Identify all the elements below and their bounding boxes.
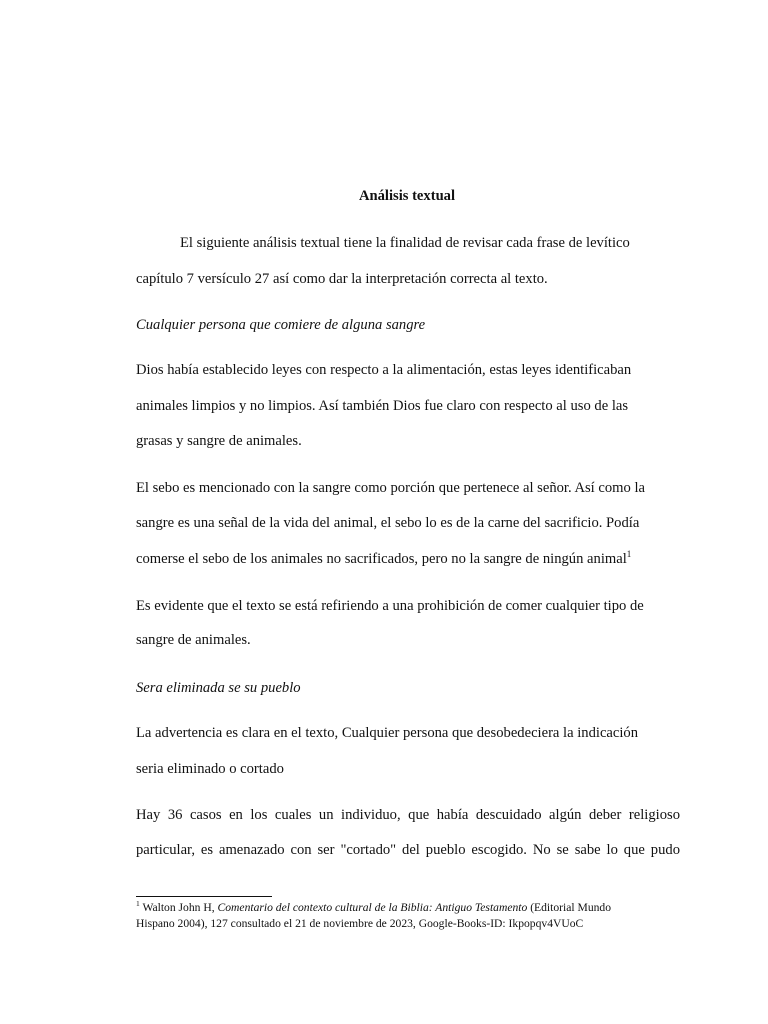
footnote-separator: [136, 896, 272, 897]
para2-line-2: sangre es una señal de la vida del animal, el sebo lo es de la carne del sacrificio. Podía: [136, 515, 640, 531]
para2-line-3-text: comerse el sebo de los animales no sacrificados, pero no la sangre de ningún animal: [136, 551, 627, 567]
para4-line-2: seria eliminado o cortado: [136, 761, 284, 777]
para1-line-3: grasas y sangre de animales.: [136, 433, 302, 449]
footnote-marker: 1: [136, 899, 140, 909]
para3-line-1: Es evidente que el texto se está refiriendo a una prohibición de comer cualquier tipo de: [136, 598, 644, 614]
para1-line-1: Dios había establecido leyes con respecto a la alimentación, estas leyes identificaban: [136, 362, 632, 378]
document-title: Análisis textual: [358, 188, 456, 204]
footnote-publisher: (Editorial Mundo: [527, 901, 612, 914]
intro-line-2: capítulo 7 versículo 27 así como dar la interpretación correcta al texto.: [136, 271, 548, 287]
footnote-book-title: Comentario del contexto cultural de la Biblia: Antiguo Testamento: [217, 901, 528, 914]
footnote-line-1: [136, 900, 676, 916]
para3-line-2: sangre de animales.: [136, 632, 251, 648]
section-heading-1: Cualquier persona que comiere de alguna sangre: [136, 317, 426, 333]
intro-line-1: El siguiente análisis textual tiene la finalidad de revisar cada frase de levítico: [180, 235, 630, 251]
para2-line-1: El sebo es mencionado con la sangre como porción que pertenece al señor. Así como la: [136, 480, 645, 496]
para5-line-1: Hay 36 casos en los cuales un individuo, que había descuidado algún deber religioso: [136, 807, 680, 823]
para1-line-2: animales limpios y no limpios. Así también Dios fue claro con respecto al uso de las: [136, 398, 629, 414]
para2-line-3: [136, 550, 631, 568]
footnote-reference[interactable]: 1: [626, 549, 632, 560]
footnote-author: Walton John H,: [139, 901, 218, 914]
section-heading-2: Sera eliminada se su pueblo: [136, 680, 301, 696]
para4-line-1: La advertencia es clara en el texto, Cualquier persona que desobedeciera la indicación: [136, 725, 639, 741]
footnote-line-2: Hispano 2004), 127 consultado el 21 de noviembre de 2023, Google-Books-ID: Ikpopqv4VUoC: [136, 917, 584, 930]
para5-line-2: particular, es amenazado con ser "cortado" del pueblo escogido. No se sabe lo que pudo: [136, 842, 680, 858]
footnote: [136, 900, 676, 932]
